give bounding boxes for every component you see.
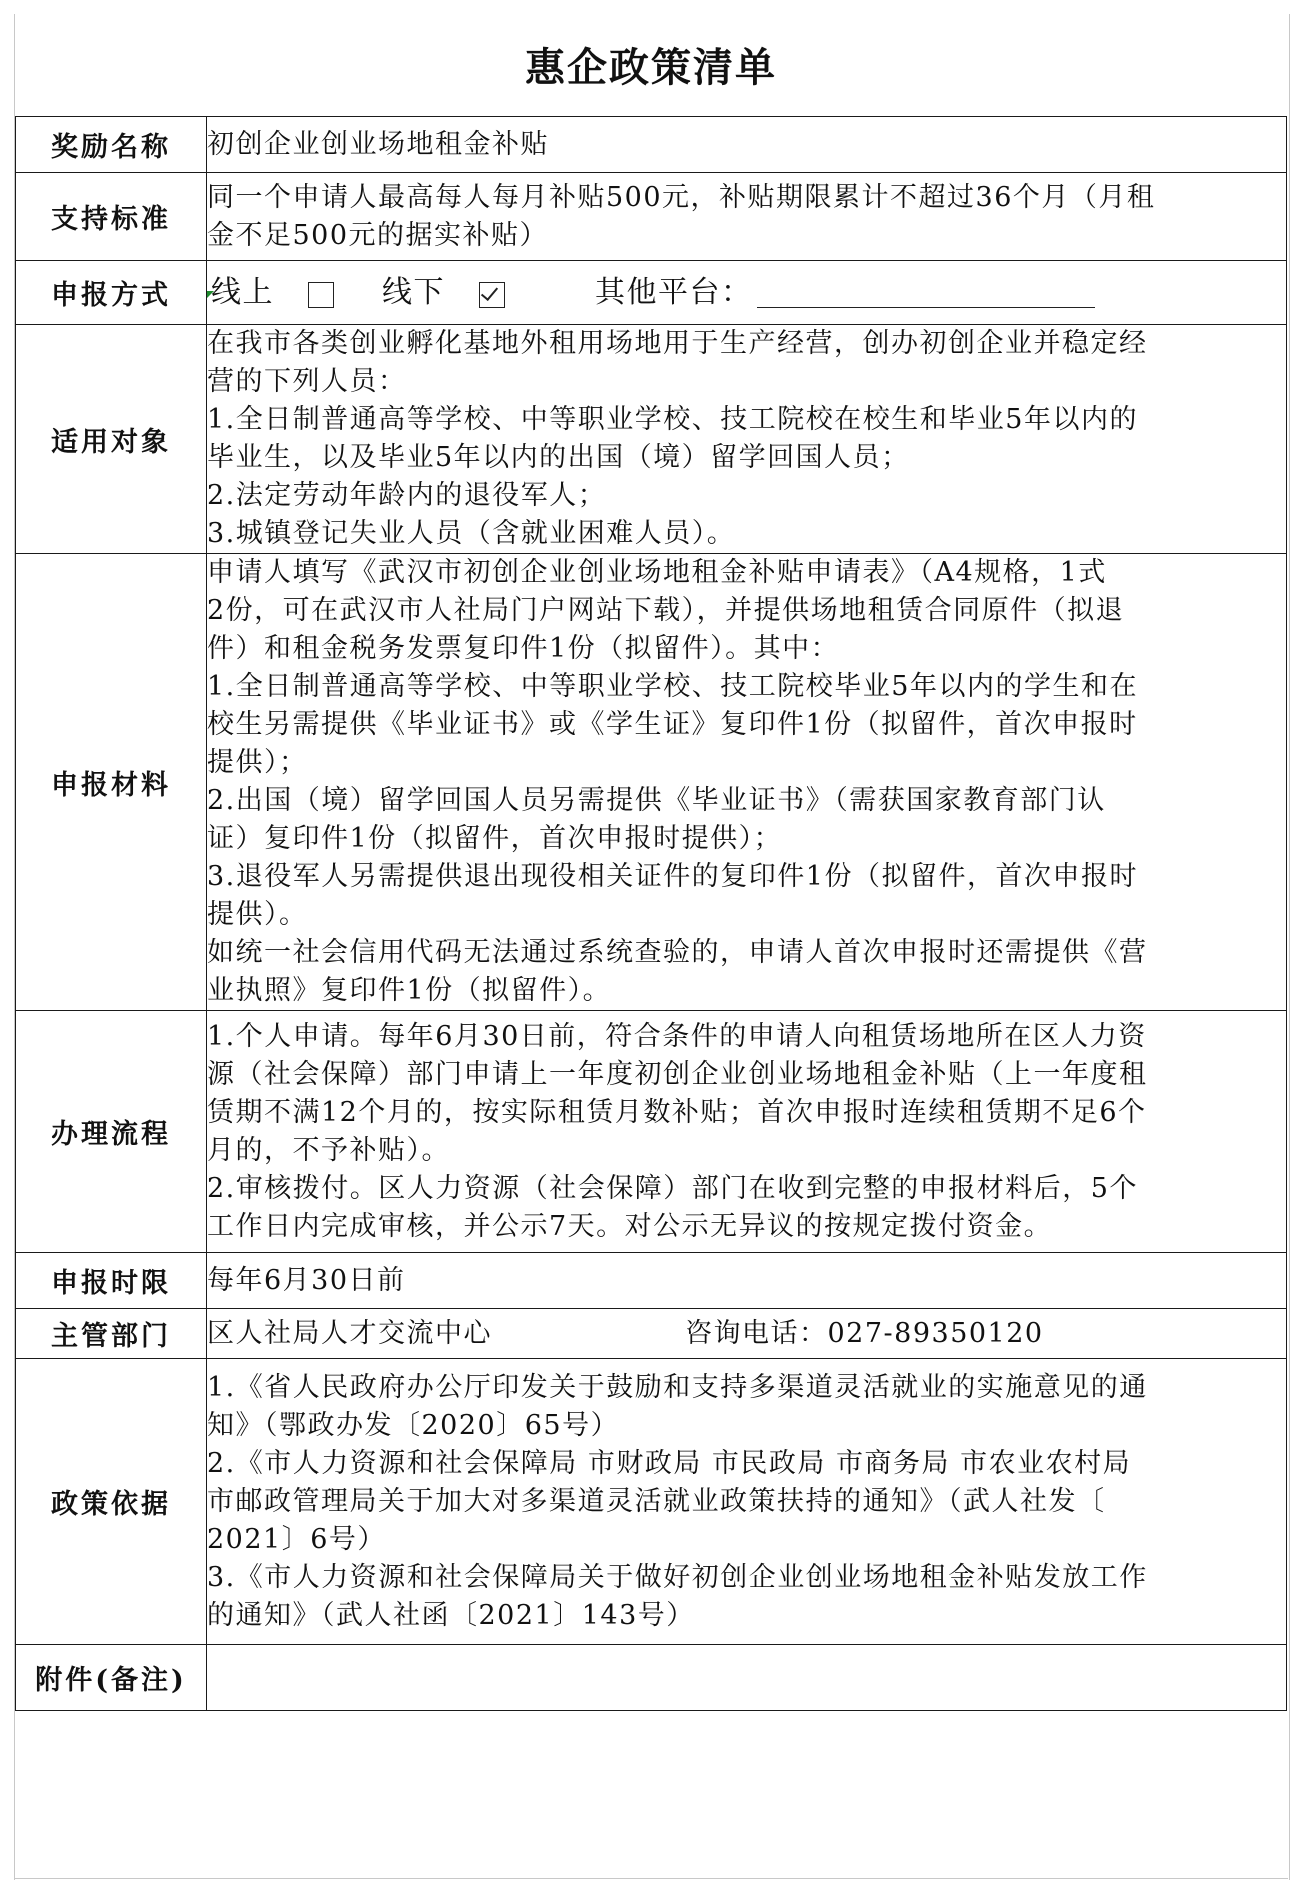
consult-phone: 咨询电话：027-89350120 xyxy=(685,1317,1044,1349)
label-attachment: 附件(备注) xyxy=(16,1645,207,1711)
row-process xyxy=(16,1011,1287,1253)
basis-value xyxy=(207,1359,1287,1645)
row-basis xyxy=(16,1359,1287,1645)
label-department: 主管部门 xyxy=(16,1309,207,1359)
text-line: 提供）； xyxy=(207,747,308,778)
row-reward-name xyxy=(16,117,1287,173)
cell-comment-marker xyxy=(207,291,214,298)
text-line: 提供）。 xyxy=(207,899,308,930)
text-line: 同一个申请人最高每人每月补贴500元，补贴期限累计不超过36个月（月租 xyxy=(207,181,1156,213)
process-value xyxy=(207,1011,1287,1253)
text-line: 申请人填写《武汉市初创企业创业场地租金补贴申请表》（A4规格，1式 xyxy=(207,557,1107,588)
row-materials xyxy=(16,554,1287,1011)
other-platform-blank xyxy=(757,277,1095,308)
department-cell xyxy=(207,1309,1287,1359)
text-line: 金不足500元的据实补贴） xyxy=(207,219,549,251)
online-option-label: 线上 xyxy=(211,274,274,310)
text-line: 1.全日制普通高等学校、中等职业学校、技工院校在校生和毕业5年以内的 xyxy=(207,404,1138,435)
text-line: 源（社会保障）部门申请上一年度初创企业创业场地租金补贴（上一年度租 xyxy=(207,1058,1148,1090)
other-platform-label: 其他平台： xyxy=(595,274,753,310)
text-line: 营的下列人员： xyxy=(207,366,407,397)
text-line: 2.法定劳动年龄内的退役军人； xyxy=(207,480,607,511)
text-line: 的通知》（武人社函〔2021〕143号） xyxy=(207,1599,695,1631)
materials-value xyxy=(207,554,1287,1011)
method-cell xyxy=(207,261,1287,325)
sheet-bottom-gridline xyxy=(14,1878,1288,1879)
text-line: 毕业生，以及毕业5年以内的出国（境）留学回国人员； xyxy=(207,442,910,473)
label-process: 办理流程 xyxy=(16,1011,207,1253)
label-applicable: 适用对象 xyxy=(16,325,207,554)
department-value: 区人社局人才交流中心 xyxy=(207,1317,492,1349)
row-attachment xyxy=(16,1645,1287,1711)
text-line: 3.退役军人另需提供退出现役相关证件的复印件1份（拟留件，首次申报时 xyxy=(207,861,1138,892)
text-line: 3.《市人力资源和社会保障局关于做好初创企业创业场地租金补贴发放工作 xyxy=(207,1561,1148,1593)
text-line: 2.出国（境）留学回国人员另需提供《毕业证书》（需获国家教育部门认 xyxy=(207,785,1106,816)
text-line: 知》（鄂政办发〔2020〕65号） xyxy=(207,1409,620,1441)
text-line: 1.个人申请。每年6月30日前，符合条件的申请人向租赁场地所在区人力资 xyxy=(207,1020,1147,1052)
text-line: 赁期不满12个月的，按实际租赁月数补贴；首次申报时连续租赁期不足6个 xyxy=(207,1096,1147,1128)
text-line: 月的，不予补贴）。 xyxy=(207,1134,450,1166)
text-line: 证）复印件1份（拟留件，首次申报时提供）； xyxy=(207,823,783,854)
text-line: 业执照》复印件1份（拟留件）。 xyxy=(207,975,612,1006)
policy-table xyxy=(15,116,1287,1711)
reward-name-value: 初创企业创业场地租金补贴 xyxy=(207,117,1287,173)
text-line: 2份，可在武汉市人社局门户网站下载），并提供场地租赁合同原件（拟退 xyxy=(207,595,1125,626)
applicable-value xyxy=(207,325,1287,554)
text-line: 如统一社会信用代码无法通过系统查验的，申请人首次申报时还需提供《营 xyxy=(207,937,1148,968)
support-standard-value xyxy=(207,173,1287,261)
label-method: 申报方式 xyxy=(16,261,207,325)
text-line: 3.城镇登记失业人员（含就业困难人员）。 xyxy=(207,518,736,549)
row-deadline xyxy=(16,1253,1287,1309)
text-line: 市邮政管理局关于加大对多渠道灵活就业政策扶持的通知》（武人社发〔 xyxy=(207,1485,1106,1517)
label-support-standard: 支持标准 xyxy=(16,173,207,261)
label-materials: 申报材料 xyxy=(16,554,207,1011)
text-line: 2.《市人力资源和社会保障局 市财政局 市民政局 市商务局 市农业农村局 xyxy=(207,1447,1132,1479)
label-reward-name: 奖励名称 xyxy=(16,117,207,173)
offline-option-label: 线下 xyxy=(382,274,445,310)
text-line: 校生另需提供《毕业证书》或《学生证》复印件1份（拟留件，首次申报时 xyxy=(207,709,1138,740)
offline-checkbox-checked[interactable] xyxy=(479,282,505,308)
text-line: 1.全日制普通高等学校、中等职业学校、技工院校毕业5年以内的学生和在 xyxy=(207,671,1138,702)
deadline-value: 每年6月30日前 xyxy=(207,1253,1287,1309)
label-deadline: 申报时限 xyxy=(16,1253,207,1309)
text-line: 1.《省人民政府办公厅印发关于鼓励和支持多渠道灵活就业的实施意见的通 xyxy=(207,1371,1148,1403)
text-line: 在我市各类创业孵化基地外租用场地用于生产经营，创办初创企业并稳定经 xyxy=(207,328,1148,359)
online-checkbox[interactable] xyxy=(308,282,334,308)
text-line: 2021〕6号） xyxy=(207,1523,386,1555)
text-line: 件）和租金税务发票复印件1份（拟留件）。其中： xyxy=(207,633,840,664)
page-title: 惠企政策清单 xyxy=(525,44,777,91)
row-support-standard xyxy=(16,173,1287,261)
row-applicable xyxy=(16,325,1287,554)
text-line: 工作日内完成审核，并公示7天。对公示无异议的按规定拨付资金。 xyxy=(207,1210,1053,1242)
label-basis: 政策依据 xyxy=(16,1359,207,1645)
row-department xyxy=(16,1309,1287,1359)
text-line: 2.审核拨付。区人力资源（社会保障）部门在收到完整的申报材料后，5个 xyxy=(207,1172,1138,1204)
attachment-value[interactable] xyxy=(207,1645,1287,1711)
